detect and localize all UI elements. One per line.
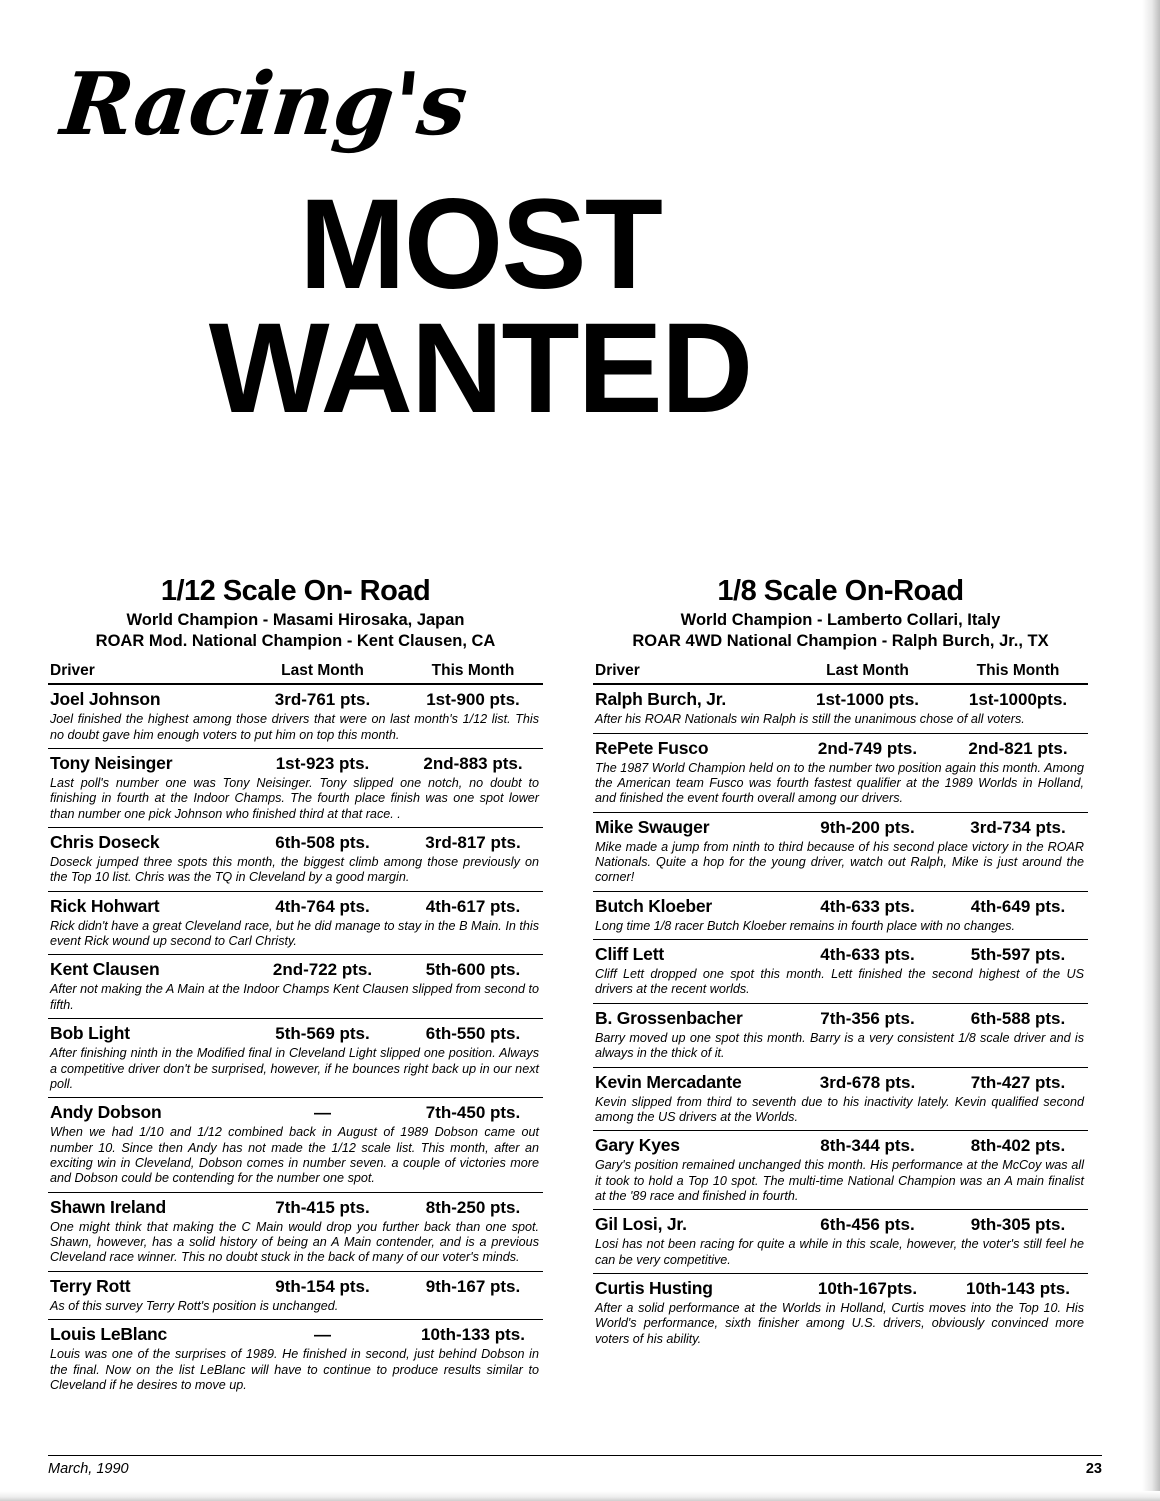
column-subtitle-national-champion: ROAR Mod. National Champion - Kent Clausen, CA [95, 631, 496, 650]
last-month-rank: 4th-633 pts. [820, 945, 915, 965]
last-month-rank: 4th-633 pts. [820, 896, 915, 916]
header-driver: Driver [50, 662, 95, 680]
last-month-rank: — [314, 1103, 331, 1123]
driver-note: When we had 1/10 and 1/12 combined back in August of 1989 Dobson came out number 10. Since then Andy has not made the 1/12 scale list. This month, after an exciting win in Cleveland, Dobson comes in number seven. a couple of victories more and Dobson could be contending for the number one spot. [50, 1125, 539, 1186]
table-row [48, 1272, 543, 1320]
masthead [0, 0, 1000, 440]
this-month-rank: 8th-402 pts. [970, 1136, 1066, 1156]
this-month-rank: 9th-167 pts. [425, 1276, 521, 1296]
title-line-wanted: WANTED [208, 296, 752, 440]
table-row [593, 1210, 1088, 1274]
driver-name: Butch Kloeber [595, 895, 712, 916]
driver-note: Rick didn't have a great Cleveland race, but he did manage to stay in the B Main. In this event Rick wound up second to Carl Christy. [50, 918, 539, 949]
driver-name: Shawn Ireland [50, 1196, 167, 1217]
driver-name: Joel Johnson [50, 689, 161, 710]
last-month-rank: 9th-154 pts. [275, 1276, 370, 1296]
driver-name: Mike Swauger [595, 816, 710, 837]
scan-edge-bottom [0, 1491, 1160, 1501]
column-1-8-scale-on-road [593, 575, 1088, 1398]
most-wanted-title [0, 173, 1000, 440]
table-row [593, 892, 1088, 940]
table-header [48, 657, 543, 685]
this-month-rank: 7th-427 pts. [970, 1072, 1066, 1092]
table-row [48, 1019, 543, 1098]
last-month-rank: 4th-764 pts. [275, 896, 370, 916]
this-month-rank: 5th-600 pts. [425, 960, 521, 980]
this-month-rank: 6th-588 pts. [970, 1008, 1066, 1028]
driver-note: One might think that making the C Main would drop you further back than one spot. Shawn, however, has a solid history of being an A Main contender, and is a previous Cleveland race winner. This no doubt stuck in the back of many of our voter's minds. [50, 1219, 539, 1265]
table-row [48, 955, 543, 1019]
table-row [48, 685, 543, 749]
this-month-rank: 7th-450 pts. [425, 1103, 521, 1123]
driver-note: Cliff Lett dropped one spot this month. Lett finished the second highest of the US drivers at the recent worlds. [595, 967, 1084, 997]
this-month-rank: 9th-305 pts. [970, 1215, 1066, 1235]
column-title: 1/8 Scale On-Road [717, 575, 964, 607]
table-row [48, 1098, 543, 1192]
table-row [593, 1274, 1088, 1352]
last-month-rank: 10th-167pts. [817, 1279, 918, 1299]
table-row [48, 1320, 543, 1398]
this-month-rank: 3rd-817 pts. [425, 833, 521, 853]
last-month-rank: 6th-508 pts. [275, 833, 370, 853]
driver-name: B. Grossenbacher [595, 1007, 743, 1028]
this-month-rank: 4th-649 pts. [970, 896, 1066, 916]
column-subtitle-national-champion: ROAR 4WD National Champion - Ralph Burch, Jr., TX [632, 631, 1049, 650]
last-month-rank: 3rd-678 pts. [819, 1072, 916, 1092]
last-month-rank: 7th-415 pts. [275, 1197, 370, 1217]
last-month-rank: 1st-1000 pts. [816, 690, 919, 710]
driver-name: Bob Light [50, 1023, 130, 1044]
driver-note: After finishing ninth in the Modified final in Cleveland Light slipped one position. Always a competitive driver don't be surprised, however, if he bounces right back up in our next poll. [50, 1046, 539, 1091]
this-month-rank: 1st-1000pts. [968, 690, 1068, 710]
this-month-rank: 8th-250 pts. [425, 1197, 521, 1217]
driver-note: Joel finished the highest among those drivers that were on last month's 1/12 list. This no doubt gave him enough voters to put him on top this month. [50, 712, 539, 742]
column-subtitle-world-champion: World Champion - Masami Hirosaka, Japan [126, 611, 465, 629]
table-row [593, 940, 1088, 1004]
driver-name: Louis LeBlanc [50, 1324, 168, 1345]
table-row [48, 892, 543, 956]
last-month-rank: 1st-923 pts. [275, 753, 370, 773]
table-header [593, 657, 1088, 685]
driver-note: Mike made a jump from ninth to third because of his second place victory in the ROAR Nationals. Quite a hop for the young driver, watch out Ralph, Mike is just around the corner! [595, 839, 1084, 885]
scan-edge-right [1142, 0, 1160, 1501]
last-month-rank: 3rd-761 pts. [274, 690, 371, 710]
header-this-month: This Month [976, 662, 1060, 680]
table-row [593, 1068, 1088, 1132]
driver-note: Losi has not been racing for quite a while in this scale, however, the voter's still feel he can be very competitive. [595, 1237, 1084, 1267]
this-month-rank: 10th-133 pts. [421, 1325, 525, 1345]
driver-name: Rick Hohwart [50, 895, 160, 916]
driver-name: Andy Dobson [50, 1102, 162, 1123]
this-month-rank: 3rd-734 pts. [970, 817, 1066, 837]
last-month-rank: — [314, 1325, 331, 1345]
this-month-rank: 5th-597 pts. [970, 945, 1066, 965]
page-footer [48, 1455, 1102, 1477]
driver-note: After a solid performance at the Worlds in Holland, Curtis moves into the Top 10. His World's performance, sixth finisher among U.S. drivers, obviously convinced more voters of his ability. [595, 1301, 1084, 1346]
last-month-rank: 5th-569 pts. [275, 1024, 370, 1044]
driver-name: RePete Fusco [595, 737, 709, 758]
last-month-rank: 9th-200 pts. [820, 817, 915, 837]
driver-note: Kevin slipped from third to seventh due to his inactivity lately. Kevin qualified second among the US drivers at the Worlds. [595, 1094, 1084, 1124]
title-line-most: MOST [299, 173, 661, 316]
this-month-rank: 2nd-883 pts. [423, 753, 523, 773]
table-row [48, 828, 543, 892]
driver-note: Long time 1/8 racer Butch Kloeber remains in fourth place with no changes. [595, 918, 1016, 933]
driver-note: Doseck jumped three spots this month, the biggest climb among those previously on the Top 10 list. Chris was the TQ in Cleveland by a good margin. [50, 855, 539, 885]
header-last-month: Last Month [826, 662, 909, 680]
column-title: 1/12 Scale On- Road [160, 575, 431, 607]
table-row [48, 749, 543, 828]
driver-name: Gil Losi, Jr. [595, 1214, 687, 1235]
driver-name: Chris Doseck [50, 832, 160, 853]
driver-note: As of this survey Terry Rott's position is unchanged. [50, 1298, 339, 1313]
this-month-rank: 1st-900 pts. [426, 690, 520, 710]
driver-note: The 1987 World Champion held on to the number two position again this month. Among the American team Fusco was fourth fastest qualifier at the 1989 Worlds in Holland, and finished the event fourth overall among our drivers. [595, 760, 1084, 806]
this-month-rank: 4th-617 pts. [425, 896, 521, 916]
driver-note: Louis was one of the surprises of 1989. He finished in second, just behind Dobson in the final. Now on the list LeBlanc will have to continue to produce results similar to Cleveland if he desires to move up. [50, 1347, 539, 1392]
driver-note: Barry moved up one spot this month. Barry is a very consistent 1/8 scale driver and is always in the thick of it. [595, 1030, 1084, 1061]
table-row [593, 1004, 1088, 1068]
last-month-rank: 7th-356 pts. [820, 1008, 915, 1028]
last-month-rank: 2nd-749 pts. [817, 738, 918, 758]
driver-note: Gary's position remained unchanged this month. His performance at the McCoy was all it took to hold a Top 10 spot. The multi-time National Champion was an A main finalist at the '89 race and finished in fourth. [595, 1158, 1084, 1203]
header-driver: Driver [595, 662, 640, 680]
driver-note: After not making the A Main at the Indoor Champs Kent Clausen slipped from second to fifth. [50, 982, 539, 1012]
racings-script-title: Racing's [56, 54, 471, 155]
page-number: 23 [1085, 1461, 1102, 1477]
driver-name: Kent Clausen [50, 959, 160, 980]
table-row [48, 1193, 543, 1272]
header-this-month: This Month [431, 662, 515, 680]
driver-name: Kevin Mercadante [595, 1071, 742, 1092]
table-row [593, 1131, 1088, 1210]
this-month-rank: 2nd-821 pts. [968, 738, 1068, 758]
column-subtitle-world-champion: World Champion - Lamberto Collari, Italy [680, 611, 1001, 629]
driver-note: Last poll's number one was Tony Neisinger. Tony slipped one notch, no doubt to finishing in fourth at the Indoor Champs. The fourth place finish was one spot lower than number one pick Johnson who finished third at that race. . [50, 775, 539, 821]
driver-name: Terry Rott [50, 1275, 131, 1296]
issue-date: March, 1990 [48, 1461, 129, 1477]
header-last-month: Last Month [281, 662, 364, 680]
driver-name: Curtis Husting [595, 1278, 713, 1299]
driver-note: After his ROAR Nationals win Ralph is still the unanimous chose of all voters. [595, 712, 1025, 727]
last-month-rank: 2nd-722 pts. [272, 960, 373, 980]
driver-name: Cliff Lett [595, 944, 664, 965]
this-month-rank: 6th-550 pts. [425, 1024, 521, 1044]
this-month-rank: 10th-143 pts. [966, 1279, 1070, 1299]
last-month-rank: 8th-344 pts. [820, 1136, 915, 1156]
rankings-columns [48, 575, 1088, 1398]
driver-name: Tony Neisinger [50, 752, 173, 773]
last-month-rank: 6th-456 pts. [820, 1215, 915, 1235]
driver-name: Ralph Burch, Jr. [595, 689, 726, 710]
column-1-12-scale-on-road [48, 575, 543, 1398]
driver-name: Gary Kyes [595, 1135, 680, 1156]
table-row [593, 813, 1088, 892]
table-row [593, 685, 1088, 733]
table-row [593, 734, 1088, 813]
